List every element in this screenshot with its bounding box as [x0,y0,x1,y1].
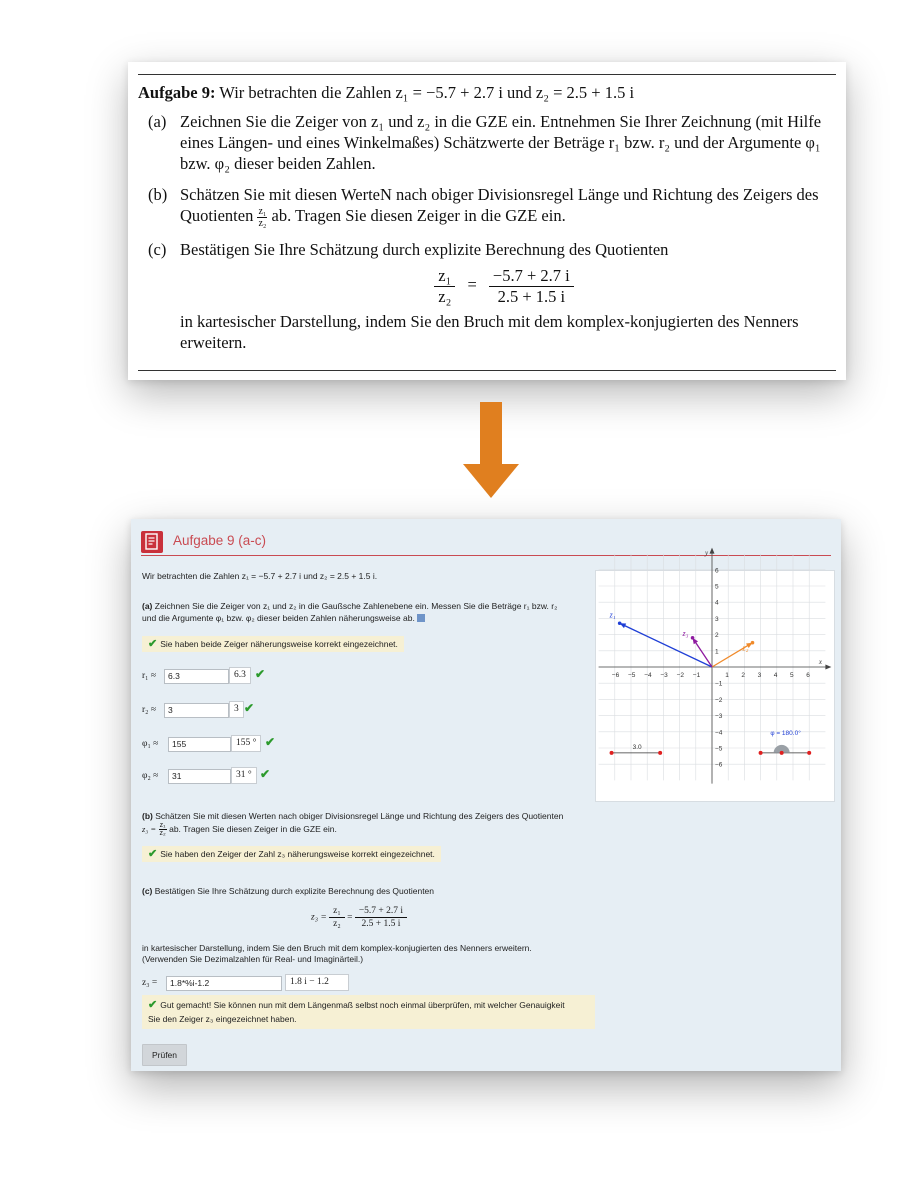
x-tick-label: 6 [806,672,810,679]
x-axis-arrowhead [825,665,831,670]
length-tool-end-handle [658,751,662,755]
r2-check-icon: ✔ [244,701,255,715]
phi2-label: φ₂ ≈ [142,771,159,781]
app-intro: Wir betrachten die Zahlen z₁ = −5.7 + 2.7 i und z₂ = 2.5 + 1.5 i. [142,571,378,581]
z1-z2-fraction [329,905,345,930]
y-tick-label: 5 [715,583,719,591]
equals-sign: = [467,275,477,294]
x-tick-label: −3 [660,672,668,679]
x-tick-label: 4 [773,672,778,679]
phi1-check-icon: ✔ [265,735,276,749]
z3-label: z₃ = [142,978,158,988]
x-tick-label: 2 [741,672,746,679]
feedback-part-a-text: Sie haben beide Zeiger näherungsweise korrekt eingezeichnet. [160,639,398,649]
y-tick-label: −2 [715,696,723,704]
exercise-app-window [131,519,841,1071]
r2-input[interactable]: 3 [164,703,229,718]
x-tick-label: −6 [611,672,620,679]
y-axis-label: y [705,549,709,558]
quotient-fraction [257,206,267,229]
z3-formula: z₃ = $\frac{\text{z₁}}{\text{z₂}}$ = $\frac{-5.7 + 2.7 i}{2.5 + 1.5 i}$ [311,905,407,930]
x-tick-label: 1 [725,672,729,679]
phi1-label: φ₁ ≈ [142,739,159,749]
part-a-line-2-text: und die Argumente φ₁ bzw. φ₂ dieser beiden Zahlen näherungsweise ab. [142,613,415,623]
feedback-part-b-text: Sie haben den Zeiger der Zahl z₃ näherungsweise korrekt eingezeichnet. [160,849,435,859]
y-tick-label: −5 [715,745,723,753]
frac-num: z₁ [258,205,267,217]
z1-over-z2 [159,822,167,837]
length-tool-start-handle [610,751,614,755]
vector-2-handle [751,641,755,645]
feedback-part-c [142,995,595,1029]
help-icon[interactable] [417,614,425,622]
vector-3-handle [691,636,695,640]
c-frac1-den: z₂ [333,919,341,929]
x-tick-label: −2 [676,672,685,679]
part-b-text-1: Schätzen Sie mit diesen WerteN nach obiger Divisionsregel Länge und Richtung des Zeigers des Quotienten [180,185,819,225]
exercise-part-a [138,111,828,174]
angle-tool-right-handle [807,751,811,755]
vector-1-handle [618,621,622,625]
part-b-line-2-text: ab. Tragen Sie diesen Zeiger in die GZE ein. [169,823,337,834]
b-frac-den: z₂ [159,830,166,837]
exercise-heading [138,82,828,103]
c-frac2-num: −5.7 + 2.7 i [355,905,407,918]
c-frac1-num: z₁ [329,905,345,918]
part-a-text: Zeichnen Sie die Zeiger von z₁ und z₂ in die GZE ein. Entnehmen Sie Ihrer Zeichnung (mit Hilfe eines Längen- und eines Winkelmaßes) Schätzwerte der Beträge r₁ bzw. r₂ und der Argumente φ₁ bzw. φ₂ dieser beiden Zahlen. [180,112,822,173]
part-c-bold: (c) [142,886,153,896]
r2-display: 3 [229,701,244,718]
down-arrow-icon [463,402,519,498]
z3-display: 1.8 i − 1.2 [285,974,349,991]
part-a-line-1-text: Zeichnen Sie die Zeiger von z₁ und z₂ in die Gaußsche Zahlenebene ein. Messen Sie die Beträge r₁ bzw. r₂ [152,601,558,611]
y-tick-label: 1 [715,648,719,656]
feedback-part-c-line-1: Gut gemacht! Sie können nun mit dem Längenmaß selbst noch einmal überprüfen, mit welcher Genauigkeit [160,1000,565,1010]
textbook-excerpt [128,62,846,380]
document-icon [141,531,163,553]
frac-den: z₂ [258,217,267,229]
part-c-label: (c) [148,239,167,259]
part-b-line-1-text: Schätzen Sie mit diesen Werten nach obiger Divisionsregel Länge und Richtung des Zeigers des Quotienten [152,811,564,821]
y-tick-label: 2 [715,632,719,640]
rhs-fraction [489,266,574,307]
y-tick-label: 3 [715,615,719,623]
y-tick-label: 6 [715,567,719,575]
exercise-part-c [138,239,828,353]
numeric-fraction [355,905,407,930]
quotient-formula [180,266,828,307]
y-tick-label: −1 [715,680,723,688]
part-a-bold: (a) [142,601,153,611]
z3-input[interactable]: 1.8*%i-1.2 [166,976,282,991]
angle-tool-center-handle [780,751,784,755]
exercise-part-b [138,184,828,229]
part-c-text-2: in kartesischer Darstellung, indem Sie den Bruch mit dem komplex-konjugierten des Nenners erweitern. [180,311,799,352]
lhs-den: z₂ [438,286,452,306]
check-icon: ✔ [148,999,158,1011]
part-b-line-2 [142,822,337,837]
part-b-line-1 [142,811,563,821]
x-tick-label: −5 [628,672,636,679]
lhs-num: z₁ [434,266,455,287]
c-frac2-den: 2.5 + 1.5 i [361,919,401,929]
x-tick-label: 5 [790,672,794,679]
phi1-input[interactable]: 155 [168,737,231,752]
x-tick-label: −1 [692,672,701,679]
r1-label: r₁ ≈ [142,671,157,681]
x-tick-label: −4 [644,672,652,679]
z3-formula-lhs: z₃ = [311,912,327,923]
phi2-check-icon: ✔ [260,767,271,781]
phi2-value: 31 [236,770,246,780]
bottom-rule [138,370,836,371]
b-frac-num: z₁ [159,822,166,829]
part-c-line-1-text: Bestätigen Sie Ihre Schätzung durch explizite Berechnung des Quotienten [152,886,435,896]
phi1-display [231,735,261,752]
part-b-text-2: ab. Tragen Sie diesen Zeiger in die GZE ein. [271,206,566,225]
exercise-title: Aufgabe 9: [138,83,216,102]
length-tool-label: 3.0 [632,743,642,751]
phi2-display [231,767,257,784]
part-a-label: (a) [148,112,167,131]
vector-2-label: z₂ [742,643,749,653]
feedback-part-c-line-2: Sie den Zeiger z₃ eingezeichnet haben. [148,1014,297,1024]
r1-check-icon: ✔ [255,667,266,681]
app-title: Aufgabe 9 (a-c) [173,533,267,548]
app-header [141,531,831,556]
x-axis-label: x [818,658,823,666]
top-rule [138,74,836,75]
part-c-text-1: Bestätigen Sie Ihre Schätzung durch explizite Berechnung des Quotienten [180,239,669,259]
part-c-line-2: in kartesischer Darstellung, indem Sie den Bruch mit dem komplex-konjugierten des Nenners erweitern. [142,943,532,953]
y-tick-label: 4 [715,599,719,607]
part-c-line-1 [142,886,434,896]
y-tick-label: −3 [715,713,723,721]
rhs-den: 2.5 + 1.5 i [497,286,566,306]
check-icon: ✔ [148,848,158,860]
rhs-num: −5.7 + 2.7 i [489,266,574,287]
phi1-value: 155 [236,738,251,748]
y-tick-label: −4 [715,729,723,737]
vector-1-label: z₁ [609,610,616,620]
complex-plane-graph[interactable] [595,549,835,802]
part-c-line-3: (Verwenden Sie Dezimalzahlen für Real- und Imaginärteil.) [142,954,364,964]
vector-3-label: z₃ [682,628,689,638]
feedback-part-b [142,846,441,862]
r1-input[interactable]: 6.3 [164,669,229,684]
r2-label: r₂ ≈ [142,705,157,715]
part-a-line-2 [142,613,425,623]
lhs-fraction [434,266,455,307]
exercise-intro: Wir betrachten die Zahlen z₁ = −5.7 + 2.7 i und z₂ = 2.5 + 1.5 i [219,83,635,102]
angle-tool-left-handle [759,751,763,755]
z3-symbol: z₃ = [142,823,157,834]
y-tick-label: −6 [715,761,723,769]
part-b-bold: (b) [142,811,153,821]
r1-display: 6.3 [229,667,251,684]
phi1-unit: ° [252,738,257,748]
phi2-input[interactable]: 31 [168,769,231,784]
x-tick-label: 3 [757,672,762,679]
phi2-unit: ° [247,770,252,780]
check-answer-button[interactable]: Prüfen [142,1044,187,1066]
check-icon: ✔ [148,638,158,650]
feedback-part-a [142,636,404,652]
part-a-line-1 [142,601,557,611]
part-b-label: (b) [148,185,168,204]
graph-canvas[interactable] [596,549,834,801]
angle-tool-label: φ = 180.0° [770,729,801,737]
